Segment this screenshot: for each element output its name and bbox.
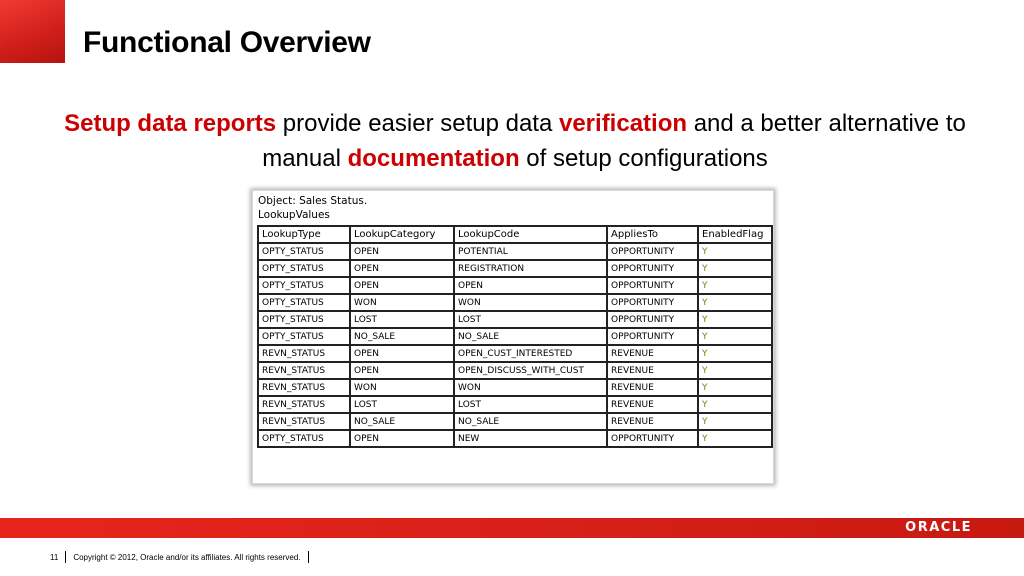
table-row bbox=[258, 413, 772, 430]
table-cell: Y bbox=[698, 430, 772, 447]
report-header bbox=[258, 194, 367, 222]
table-cell: Y bbox=[698, 243, 772, 260]
table-cell: WON bbox=[350, 294, 454, 311]
lookup-values-table bbox=[257, 225, 773, 448]
table-body bbox=[258, 243, 772, 447]
table-cell: REVENUE bbox=[607, 413, 698, 430]
highlight-verification: verification bbox=[558, 110, 688, 137]
table-cell: OPTY_STATUS bbox=[258, 328, 350, 345]
highlight-documentation: documentation bbox=[347, 145, 520, 172]
table-cell: REVENUE bbox=[607, 396, 698, 413]
column-header: EnabledFlag bbox=[698, 226, 772, 243]
intro-paragraph bbox=[40, 106, 990, 176]
table-cell: OPEN bbox=[350, 345, 454, 362]
table-header-row bbox=[258, 226, 772, 243]
table-row bbox=[258, 294, 772, 311]
table-cell: OPPORTUNITY bbox=[607, 311, 698, 328]
table-cell: OPEN_CUST_INTERESTED bbox=[454, 345, 607, 362]
table-cell: LOST bbox=[454, 311, 607, 328]
table-cell: Y bbox=[698, 328, 772, 345]
highlight-setup-data-reports: Setup data reports bbox=[64, 110, 277, 137]
table-cell: REVN_STATUS bbox=[258, 345, 350, 362]
table-cell: REVN_STATUS bbox=[258, 413, 350, 430]
table-cell: Y bbox=[698, 396, 772, 413]
footer-divider bbox=[308, 551, 309, 563]
table-cell: Y bbox=[698, 294, 772, 311]
intro-text-1: provide easier setup data bbox=[276, 110, 559, 137]
table-cell: WON bbox=[454, 379, 607, 396]
table-cell: Y bbox=[698, 362, 772, 379]
table-cell: OPEN bbox=[350, 277, 454, 294]
table-cell: REVENUE bbox=[607, 362, 698, 379]
table-cell: LOST bbox=[454, 396, 607, 413]
table-cell: Y bbox=[698, 311, 772, 328]
table-cell: OPPORTUNITY bbox=[607, 430, 698, 447]
table-row bbox=[258, 311, 772, 328]
table-cell: Y bbox=[698, 277, 772, 294]
slide-title: Functional Overview bbox=[83, 26, 371, 59]
table-cell: REVN_STATUS bbox=[258, 379, 350, 396]
footer-divider bbox=[65, 551, 66, 563]
table-cell: OPTY_STATUS bbox=[258, 243, 350, 260]
table-cell: OPPORTUNITY bbox=[607, 294, 698, 311]
table-cell: REVN_STATUS bbox=[258, 396, 350, 413]
table-cell: OPTY_STATUS bbox=[258, 294, 350, 311]
table-cell: OPEN bbox=[454, 277, 607, 294]
intro-text-2: and a better alternative to manual bbox=[262, 110, 966, 172]
column-header: AppliesTo bbox=[607, 226, 698, 243]
report-screenshot bbox=[252, 190, 774, 484]
table-cell: NEW bbox=[454, 430, 607, 447]
table-cell: NO_SALE bbox=[454, 413, 607, 430]
table-cell: LOST bbox=[350, 396, 454, 413]
footer-red-band bbox=[0, 518, 1024, 538]
column-header: LookupCode bbox=[454, 226, 607, 243]
table-cell: OPTY_STATUS bbox=[258, 311, 350, 328]
table-cell: OPEN_DISCUSS_WITH_CUST bbox=[454, 362, 607, 379]
table-row bbox=[258, 430, 772, 447]
page-number: 11 bbox=[50, 552, 59, 562]
corner-accent-square bbox=[0, 0, 65, 63]
report-section-line: LookupValues bbox=[258, 209, 330, 221]
table-cell: Y bbox=[698, 345, 772, 362]
table-cell: Y bbox=[698, 379, 772, 396]
column-header: LookupType bbox=[258, 226, 350, 243]
table-cell: LOST bbox=[350, 311, 454, 328]
table-cell: OPTY_STATUS bbox=[258, 260, 350, 277]
table-row bbox=[258, 243, 772, 260]
table-cell: OPEN bbox=[350, 260, 454, 277]
table-cell: OPTY_STATUS bbox=[258, 430, 350, 447]
table-row bbox=[258, 345, 772, 362]
table-row bbox=[258, 277, 772, 294]
table-cell: NO_SALE bbox=[350, 413, 454, 430]
table-cell: REVENUE bbox=[607, 379, 698, 396]
table-cell: OPPORTUNITY bbox=[607, 243, 698, 260]
table-row bbox=[258, 379, 772, 396]
copyright-text: Copyright © 2012, Oracle and/or its affiliates. All rights reserved. bbox=[73, 552, 301, 562]
oracle-logo: ORACLE bbox=[905, 520, 972, 535]
table-cell: REGISTRATION bbox=[454, 260, 607, 277]
slide-footer bbox=[50, 551, 316, 563]
table-cell: OPPORTUNITY bbox=[607, 277, 698, 294]
table-cell: OPEN bbox=[350, 243, 454, 260]
table-cell: OPEN bbox=[350, 430, 454, 447]
report-object-line: Object: Sales Status. bbox=[258, 195, 368, 207]
table-cell: WON bbox=[454, 294, 607, 311]
table-row bbox=[258, 396, 772, 413]
table-cell: Y bbox=[698, 260, 772, 277]
column-header: LookupCategory bbox=[350, 226, 454, 243]
table-cell: OPTY_STATUS bbox=[258, 277, 350, 294]
table-cell: WON bbox=[350, 379, 454, 396]
table-cell: REVN_STATUS bbox=[258, 362, 350, 379]
table-cell: POTENTIAL bbox=[454, 243, 607, 260]
table-cell: NO_SALE bbox=[454, 328, 607, 345]
table-cell: Y bbox=[698, 413, 772, 430]
table-cell: NO_SALE bbox=[350, 328, 454, 345]
table-cell: OPEN bbox=[350, 362, 454, 379]
table-row bbox=[258, 260, 772, 277]
intro-text-3: of setup configurations bbox=[519, 145, 768, 172]
table-cell: OPPORTUNITY bbox=[607, 328, 698, 345]
table-cell: OPPORTUNITY bbox=[607, 260, 698, 277]
table-row bbox=[258, 328, 772, 345]
table-row bbox=[258, 362, 772, 379]
table-cell: REVENUE bbox=[607, 345, 698, 362]
